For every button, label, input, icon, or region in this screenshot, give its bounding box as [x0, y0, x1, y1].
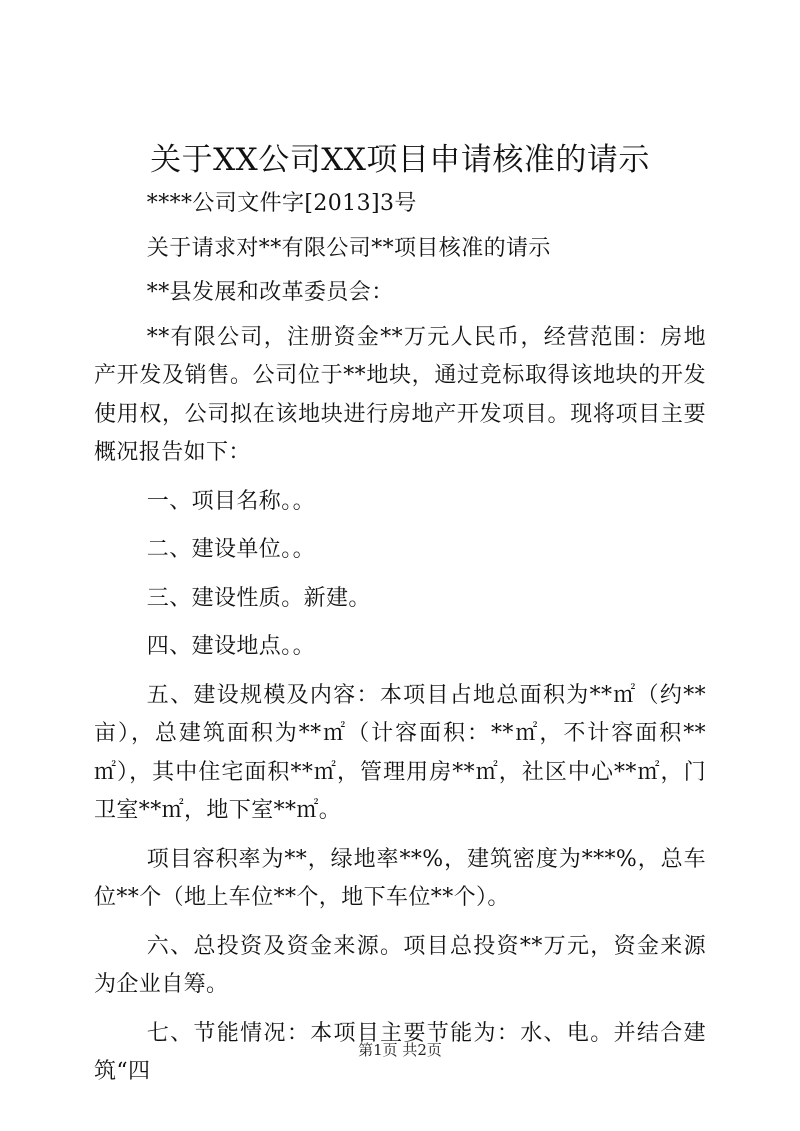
item-scale-content: 五、建设规模及内容：本项目占地总面积为**㎡（约**亩），总建筑面积为**㎡（计容面积：**㎡，不计容面积**㎡），其中住宅面积**㎡，管理用房**㎡，社区中心**㎡，门卫室**㎡，地下室**㎡。: [94, 682, 706, 823]
item-construction-unit: 二、建设单位。。: [146, 537, 315, 562]
item-plot-ratio: 项目容积率为**，绿地率**%，建筑密度为***%，总车位**个（地上车位**个，地下车位**个）。: [94, 846, 706, 910]
document-title: 关于XX公司XX项目申请核准的请示: [150, 142, 650, 178]
intro-paragraph: **有限公司，注册资金**万元人民币，经营范围：房地产开发及销售。公司位于**地块，通过竞标取得该地块的开发使用权，公司拟在该地块进行房地产开发项目。现将项目主要概况报告如下：: [94, 324, 706, 465]
document-body: [94, 185, 706, 1092]
item-construction-nature: 三、建设性质。新建。: [146, 585, 371, 611]
item-investment: 六、总投资及资金来源。项目总投资**万元，资金来源为企业自筹。: [94, 933, 706, 997]
addressee: **县发展和改革委员会：: [146, 280, 394, 305]
subject-line: 关于请求对**有限公司**项目核准的请示: [146, 235, 551, 261]
page-footer: 第1页 共2页: [358, 1041, 442, 1059]
document-number: ****公司文件字[2013]3号: [146, 191, 417, 216]
item-energy-saving: 七、节能情况：本项目主要节能为：水、电。并结合建筑“四: [94, 1020, 706, 1084]
item-construction-site: 四、建设地点。。: [146, 634, 315, 659]
item-project-name: 一、项目名称。。: [146, 488, 315, 514]
